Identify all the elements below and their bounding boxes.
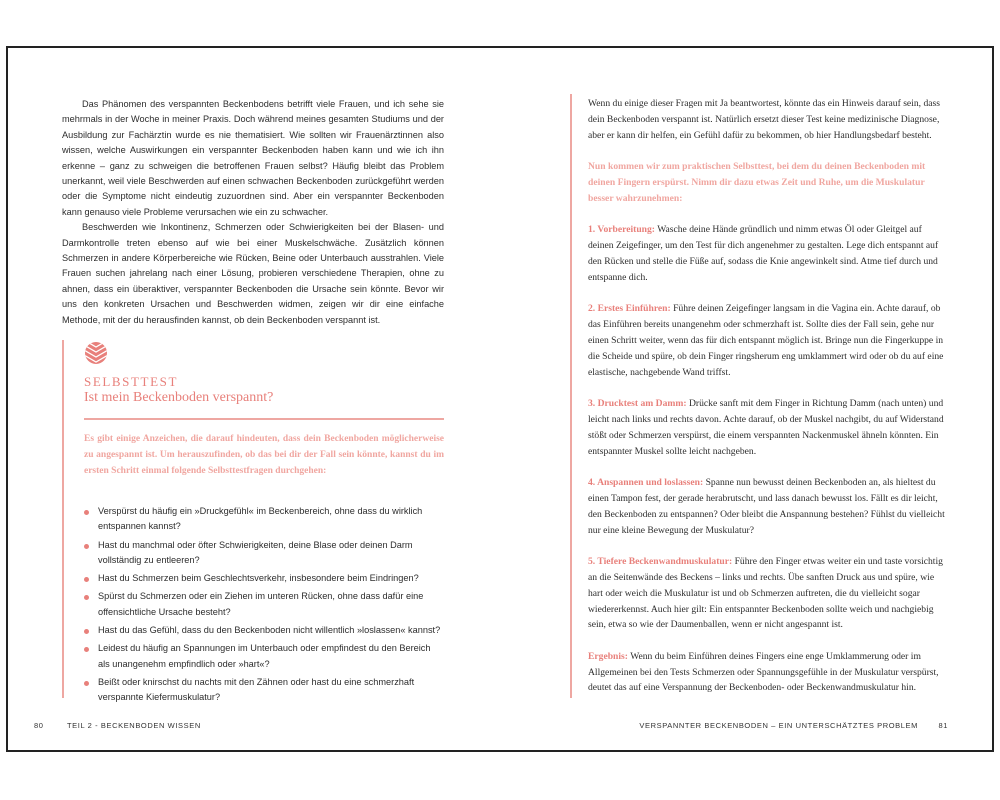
step-text: Führe deinen Zeigefinger langsam in die Vagina ein. Achte darauf, ob das Einführen bereits unangenehm oder schmerzhaft ist. Sollte dies der Fall sein, gehe nur einen Schritt weiter, wenn das für dich entspannt möglich ist. Bringe nun die Fingerkuppe in die Scheide und spüre, ob dein Finger ringsherum eng umklammert wird oder ob du auf eine elastische, nachgebende Wand triffst. xyxy=(588,303,944,378)
box-accent-rule xyxy=(62,340,64,698)
list-item xyxy=(84,538,444,569)
list-item xyxy=(84,504,444,535)
list-item xyxy=(84,589,444,620)
step-text: Wenn du beim Einführen deines Fingers eine enge Umklammerung oder im Allgemeinen bei den Tests Schmerzen oder Spannungsgefühle in der Muskulatur verspürst, deutet das auf eine Verspannung der Beckenboden- oder Beckenwandmuskulatur hin. xyxy=(588,650,939,694)
left-page-footer xyxy=(34,721,201,730)
step-label: 2. Erstes Einführen: xyxy=(588,303,671,315)
question-text: Hast du manchmal oder öfter Schwierigkeiten, deine Blase oder deinen Darm vollständig zu entleeren? xyxy=(98,539,413,565)
selftest-question-list xyxy=(84,504,444,709)
step-label: 4. Anspannen und loslassen: xyxy=(588,477,704,489)
bullet-dot-icon xyxy=(84,681,89,686)
step-label: Ergebnis: xyxy=(588,650,628,662)
question-text: Hast du das Gefühl, dass du den Beckenboden nicht willentlich »loslassen« kannst? xyxy=(98,625,441,636)
body-paragraph: Wenn du einige dieser Fragen mit Ja beantwortest, könnte das ein Hinweis darauf sein, dass dein Beckenboden verspannt ist. Natürlich ersetzt dieser Test keine medizinische Diagnose, aber er kann dir helfen, ein Gefühl dafür zu bekommen, ob hier Handlungsbedarf besteht. xyxy=(588,98,940,141)
bullet-dot-icon xyxy=(84,510,89,515)
question-text: Spürst du Schmerzen oder ein Ziehen im unteren Rücken, ohne dass dafür eine offensichtliche Ursache besteht? xyxy=(98,591,424,617)
right-page-footer xyxy=(639,721,948,730)
highlight-paragraph: Nun kommen wir zum praktischen Selbsttest, bei dem du deinen Beckenboden mit deinen Fingern erspürst. Nimm dir dazu etwas Zeit und Ruhe, um die Muskulatur besser wahrzunehmen: xyxy=(588,161,926,204)
right-accent-rule xyxy=(570,94,572,698)
step-paragraph xyxy=(588,554,946,633)
bullet-dot-icon xyxy=(84,629,89,634)
page-number: 80 xyxy=(34,721,44,730)
right-page-body xyxy=(588,96,946,712)
striped-circle-icon xyxy=(84,341,108,365)
box-divider xyxy=(84,418,444,420)
body-paragraph: Das Phänomen des verspannten Beckenbodens betrifft viele Frauen, und ich sehe sie mehrmals in der Woche in meiner Praxis. Doch während meines gesamten Studiums und der Ausbildung zur Fachärztin wurde es nie thematisiert. Wie sollten wir Frauenärztinnen also wissen, welche Auswirkungen ein verspannter Beckenboden haben kann und wie ich ihn erkenne – ganz zu schweigen die betroffenen Frauen selbst? Häufig bleibt das Problem unerkannt, weil viele Beschwerden auf einen schwachen Beckenboden zurückgeführt werden oder die Symptome nicht eindeutig zuzuordnen sind. Aber ein verspannter Beckenboden kann genauso viele Probleme verursachen wie ein zu schwacher. xyxy=(62,99,444,217)
bullet-dot-icon xyxy=(84,544,89,549)
left-page-body xyxy=(62,97,444,328)
step-label: 1. Vorbereitung: xyxy=(588,224,655,236)
box-intro: Es gibt einige Anzeichen, die darauf hindeuten, dass dein Beckenboden möglicherweise zu angespannt ist. Um herauszufinden, ob das bei dir der Fall sein könnte, kannst du im ersten Schritt einmal folgende Selbsttestfragen durchgehen: xyxy=(84,434,444,476)
page-number: 81 xyxy=(938,721,948,730)
question-text: Beißt oder knirschst du nachts mit den Zähnen oder hast du eine schmerzhaft verspannte Kiefermuskulatur? xyxy=(98,676,415,703)
running-footer: VERSPANNTER BECKENBODEN – EIN UNTERSCHÄTZTES PROBLEM xyxy=(639,721,918,730)
running-footer: TEIL 2 - BECKENBODEN WISSEN xyxy=(67,721,201,730)
question-text: Hast du Schmerzen beim Geschlechtsverkehr, insbesondere beim Eindringen? xyxy=(98,573,419,584)
list-item xyxy=(84,623,444,638)
question-text: Verspürst du häufig ein »Druckgefühl« im Beckenbereich, ohne dass du wirklich entspannen kannst? xyxy=(98,506,423,532)
box-kicker: SELBSTTEST xyxy=(84,374,179,389)
step-paragraph xyxy=(588,649,946,696)
body-paragraph: Beschwerden wie Inkontinenz, Schmerzen oder Schwierigkeiten bei der Blasen- und Darmkontrolle treten ebenso auf wie bei einer Muskelschwäche. Zusätzlich können Schmerzen in andere Körperbereiche wie Rücken, Beine oder Unterbauch ausstrahlen. Viele Frauen suchen jahrelang nach einer Lösung, probieren verschiedene Therapien, ohne zu ahnen, dass ein überaktiver, verspannter Beckenboden die Ursache sein könnte. Bevor wir uns den konkreten Ursachen und Beschwerden widmen, zeigen wir dir eine einfache Methode, mit der du herausfinden kannst, ob dein Beckenboden verspannt ist. xyxy=(62,222,444,325)
step-paragraph xyxy=(588,396,946,459)
step-paragraph xyxy=(588,301,946,380)
list-item xyxy=(84,641,444,672)
bullet-dot-icon xyxy=(84,577,89,582)
step-text: Wasche deine Hände gründlich und nimm etwas Öl oder Gleitgel auf deinen Zeigefinger, um den Test für dich angenehmer zu gestalten. Lege dich entspannt auf den Rücken und stelle die Füße auf, sodass die Knie angewinkelt sind. Atme tief durch und entspanne dich. xyxy=(588,224,939,283)
step-label: 3. Drucktest am Damm: xyxy=(588,398,687,410)
step-paragraph xyxy=(588,222,946,285)
bullet-dot-icon xyxy=(84,647,89,652)
list-item xyxy=(84,675,444,706)
list-item xyxy=(84,571,444,586)
step-text: Drücke sanft mit dem Finger in Richtung Damm (nach unten) und leicht nach links und rechts davon. Achte darauf, ob der Muskel nachgibt, du auf Widerstand stößt oder Schmerzen verspürst, die einem verspannten Nackenmuskel ähneln könnten. Ein entspannter Muskel sollte leicht nachgeben. xyxy=(588,398,944,457)
step-label: 5. Tiefere Beckenwandmuskulatur: xyxy=(588,556,733,568)
step-text: Spanne nun bewusst deinen Beckenboden an, als hieltest du einen Tampon fest, der gerade herabrutscht, und lass danach bewusst los. Fällt es dir leicht, den Beckenboden zu entspannen? Oder bleibt die Anspannung bestehen? Fühlst du vielleicht nur eine kleine Bewegung der Muskulatur? xyxy=(588,477,945,536)
step-paragraph xyxy=(588,475,946,538)
step-text: Führe den Finger etwas weiter ein und taste vorsichtig an die Seitenwände des Beckens – links und rechts. Übe sanften Druck aus und spüre, wie hart oder weich die Muskulatur ist und ob Schmerzen auftreten, die du vielleicht sogar wiedererkennst. Auch hier gilt: Ein entspannter Beckenboden sollte weich und nachgiebig sein, etwa so wie der Daumenballen, wenn er nicht angespannt ist. xyxy=(588,556,943,631)
selftest-box xyxy=(62,340,446,703)
box-title: Ist mein Beckenboden verspannt? xyxy=(84,390,274,405)
question-text: Leidest du häufig an Spannungen im Unterbauch oder empfindest du den Bereich als unangenehm empfindlich oder »hart«? xyxy=(98,643,431,669)
bullet-dot-icon xyxy=(84,595,89,600)
